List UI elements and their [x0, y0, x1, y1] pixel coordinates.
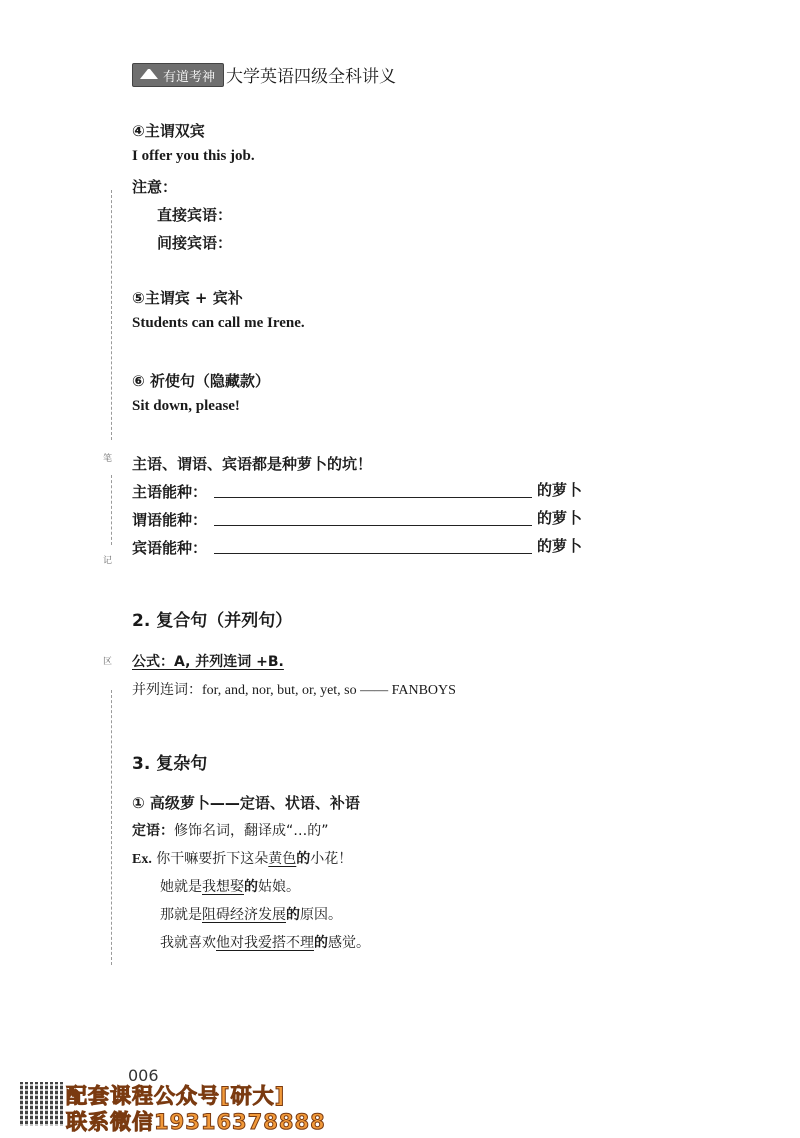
example-line [132, 848, 352, 868]
example-underlined: 黄色 [268, 851, 297, 867]
qr-code [20, 1082, 64, 1126]
example-text: 感觉。 [328, 935, 370, 951]
promo-line-1: 配套课程公众号[研大] [66, 1084, 286, 1108]
complex-heading: 3. 复杂句 [132, 754, 208, 774]
radish-row-label: 主语能种： [132, 483, 208, 501]
margin-label: 笔 [103, 454, 113, 464]
margin-line [111, 475, 112, 545]
example-de: 的 [314, 935, 328, 951]
conjunction-label: 并列连词： [132, 682, 202, 698]
example-text: 你干嘛要折下这朵 [156, 851, 269, 867]
example-line [160, 876, 300, 896]
page-header-title: 大学英语四级全科讲义 [226, 67, 396, 87]
direct-object-label: 直接宾语： [157, 206, 233, 224]
example-de: 的 [296, 851, 311, 867]
example-label: Ex. [132, 852, 152, 867]
radish-row-label: 谓语能种： [132, 511, 208, 529]
complex-subheading: ① 高级萝卜——定语、状语、补语 [132, 794, 360, 812]
radish-title: 主语、谓语、宾语都是种萝卜的坑！ [132, 455, 373, 473]
compound-heading: 2. 复合句（并列句） [132, 611, 293, 631]
example-text: 小花！ [310, 851, 353, 867]
s5-heading: ⑤主谓宾 + 宾补 [132, 289, 243, 307]
attributive-label: 定语： [132, 823, 174, 839]
logo [132, 63, 224, 87]
radish-row-suffix: 的萝卜 [537, 537, 583, 555]
s6-example: Sit down, please! [132, 398, 240, 414]
margin-line [111, 690, 112, 965]
example-underlined: 阻碍经济发展 [202, 907, 286, 923]
compound-formula: 公式：A, 并列连词 +B. [132, 654, 284, 670]
margin-line [111, 190, 112, 440]
example-underlined: 他对我爱搭不理 [216, 935, 314, 951]
example-text: 她就是 [160, 879, 202, 895]
s6-heading: ⑥ 祈使句（隐藏款） [132, 372, 270, 390]
page-number: 006 [128, 1066, 159, 1085]
example-text: 姑娘。 [258, 879, 300, 895]
margin-label: 区 [103, 657, 113, 667]
radish-row-suffix: 的萝卜 [537, 509, 583, 527]
fill-blank [214, 525, 532, 526]
example-text: 我就喜欢 [160, 935, 216, 951]
s5-example: Students can call me Irene. [132, 315, 305, 331]
margin-label: 记 [103, 556, 113, 566]
example-text: 原因。 [300, 907, 342, 923]
example-line [160, 932, 370, 952]
radish-row-label: 宾语能种： [132, 539, 208, 557]
logo-text: 有道考神 [163, 70, 216, 85]
conjunction-line [132, 679, 456, 699]
s4-example: I offer you this job. [132, 148, 255, 164]
attributive-definition [132, 820, 329, 840]
example-de: 的 [286, 907, 300, 923]
example-de: 的 [244, 879, 258, 895]
fill-blank [214, 553, 532, 554]
attributive-desc: 修饰名词，翻译成“…的” [174, 823, 329, 839]
radish-row-suffix: 的萝卜 [537, 481, 583, 499]
conjunction-list: for, and, nor, but, or, yet, so —— FANBOYS [202, 683, 456, 698]
note-label: 注意： [132, 178, 178, 196]
example-text: 那就是 [160, 907, 202, 923]
example-underlined: 我想娶 [202, 879, 244, 895]
indirect-object-label: 间接宾语： [157, 234, 233, 252]
promo-line-2: 联系微信19316378888 [66, 1110, 326, 1134]
s4-heading: ④主谓双宾 [132, 122, 205, 140]
book-icon [139, 67, 159, 81]
fill-blank [214, 497, 532, 498]
example-line [160, 904, 342, 924]
